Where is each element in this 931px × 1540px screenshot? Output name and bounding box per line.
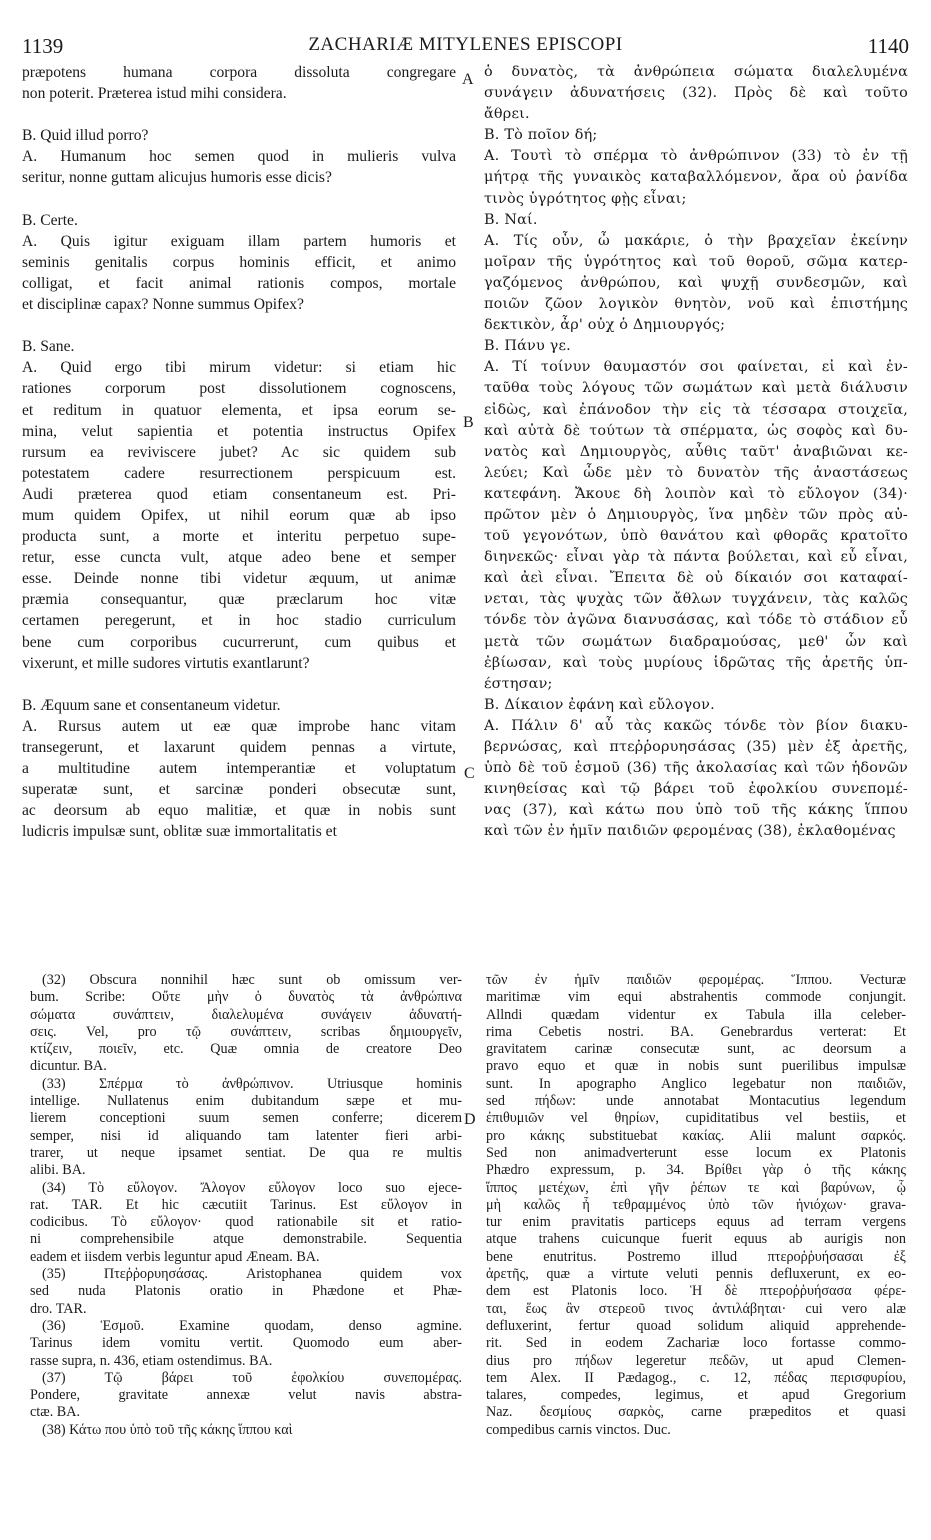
footnote-line: Tarinus idem vomitu vertit. Quomodo eum aber-	[30, 1335, 462, 1352]
text-line: καὶ αὐτὰ δὲ τούτων τὰ σπέρματα, ὡς σοφὸς καὶ δυ-	[484, 422, 908, 439]
footnote-line: ctæ. BA.	[30, 1404, 81, 1421]
text-line: B. Δίκαιον ἐφάνη καὶ εὔλογον.	[484, 696, 715, 713]
text-line: διηνεκῶς· εἶναι γὰρ τὰ πάντα βούλεται, καὶ εὖ εἶναι,	[484, 549, 908, 566]
running-title: ZACHARIÆ MITYLENES EPISCOPI	[308, 34, 623, 55]
text-line: γαζόμενος ἀνθρώπου, καὶ ψυχῇ συνδεσμῶν, καὶ	[484, 274, 908, 291]
text-line: ταῦθα τοὺς λόγους τῶν σωμάτων καὶ μετὰ διάλυσιν	[484, 380, 908, 397]
text-line: καὶ ἀεὶ εἶναι. Ἔπειτα δὲ οὐ δίκαιόν σοι καταφαί-	[484, 570, 908, 587]
text-line: superatæ sunt, et sarcinæ ponderi obsecutæ sunt,	[22, 781, 456, 799]
footnote-line: dem est Platonis loco. Ἡ δὲ πτεροῤῥυήσασα φέρε-	[486, 1283, 906, 1300]
text-line: seminis genitalis corpus hominis efficit, et animo	[22, 253, 456, 271]
text-line: ἄθρει.	[484, 106, 530, 123]
text-line: ac deorsum ab equo malitiæ, et quæ in nobis sunt	[22, 802, 456, 820]
text-line: βερνώσας, καὶ πτεῤῥορυησάσας (35) μὲν ἐξ ἀρετῆς,	[484, 739, 908, 755]
margin-mark-b: B	[463, 414, 474, 431]
text-line: ποιῶν ζῶον λογικὸν θνητὸν, νοῦ καὶ ἐπιστήμης	[484, 296, 908, 313]
greek-text-column	[484, 62, 908, 842]
footnote-line: Allndi quædam videntur ex Tabula illa celeber-	[486, 1006, 906, 1023]
footnote-line: pro κάκης substituebat κακίας. Alii malunt σαρκός.	[486, 1127, 906, 1144]
text-line: καὶ τῶν ἐν ἡμῖν παιδιῶν φερομένας (38), ἐκλαθομένας	[484, 823, 896, 840]
footnote-line: gravitatem carinæ consecutæ sunt, ac deorsum a	[486, 1041, 906, 1058]
footnote-line: defluxerint, fertur quoad solidum aliquid apprehende-	[486, 1317, 906, 1334]
footnote-line: dius pro πήδων legeretur πεδῶν, ut apud Clemen-	[486, 1352, 906, 1369]
footnote-line: alibi. BA.	[30, 1162, 86, 1179]
footnote-line: sed nuda Platonis oratio in Phædone et Phæ-	[30, 1283, 462, 1300]
footnotes-right-column	[486, 972, 906, 1439]
text-line: B. Ναί.	[484, 211, 538, 228]
text-line: A. Τουτὶ τὸ σπέρμα τὸ ἀνθρώπινον (33) τὸ ἐν τῇ	[484, 148, 908, 165]
text-line: μετὰ τῶν σωμάτων διαδραμούσας, μεθ' ὧν καὶ	[484, 633, 908, 650]
margin-mark-c: C	[464, 765, 475, 782]
text-line: vixerunt, et mille sudores virtutis exantlarunt?	[22, 654, 310, 672]
footnote-line: (35) Πτεῤῥορυησάσας. Aristophanea quidem vox	[42, 1266, 462, 1283]
text-line: potestatem cadere resurrectionem perspicuum est.	[22, 464, 456, 482]
footnote-line: rat. TAR. Et hic cæcutiit Tarinus. Est εὔλογον in	[30, 1196, 462, 1213]
text-line	[22, 674, 456, 695]
footnote-line: dicuntur. BA.	[30, 1058, 107, 1075]
footnote-line: (33) Σπέρμα τὸ ἀνθρώπινον. Utriusque hominis	[42, 1075, 462, 1092]
footnote-line: (38) Κάτω που ὑπὸ τοῦ τῆς κάκης ἵππου καὶ	[42, 1421, 293, 1438]
text-line: rursum ea reviviscere jubet? Ac sic quidem sub	[22, 443, 456, 461]
text-line: A. Quid ergo tibi mirum videtur: si etiam hic	[22, 359, 456, 377]
footnote-line: (34) Τὸ εὔλογον. Ἄλογον εὔλογον loco suo ejece-	[42, 1179, 462, 1196]
footnote-line: codicibus. Τὸ εὔλογον· quod rationabile sit et ratio-	[30, 1214, 462, 1231]
margin-mark-a: A	[462, 71, 474, 88]
text-line: μήτρᾳ τῆς γυναικὸς καταβαλλόμενον, ἄρα οὐ ῥανίδα	[484, 169, 908, 186]
margin-mark-d: D	[464, 1111, 476, 1128]
text-line: transegerunt, et laxarunt quidem pennas a virtute,	[22, 739, 456, 756]
text-line: ὑπὸ δὲ τοῦ ἑσμοῦ (36) τῆς ἀκολασίας καὶ τῶν ἡδονῶν	[484, 760, 908, 777]
text-line: ἐβίωσαν, καὶ τοὺς μυρίους ἱδρῶτας τῆς ἀρετῆς ὑπ-	[484, 654, 908, 671]
text-line: πρῶτον μὲν ὁ Δημιουργὸς, ἵνα μηδὲν τῶν πρὸς αὐ-	[484, 506, 908, 523]
text-line: έστησαν;	[484, 675, 553, 692]
text-line: esse. Deinde nonne tibi videtur æquum, ut animæ	[22, 570, 456, 588]
footnote-line: talares, compedes, legimus, et apud Gregorium	[486, 1387, 906, 1404]
text-line: certamen peregerunt, et in hoc stadio curriculum	[22, 612, 456, 630]
footnote-line: σώματα συνάπτειν, διαλελυμένα συνάγειν ἀδυνατή-	[30, 1006, 462, 1023]
text-line: A. Πάλιν δ' αὖ τὰς κακῶς τόνδε τὸν βίον διακυ-	[484, 717, 908, 734]
footnotes-left-column	[30, 972, 462, 1439]
text-line: κινηθείσας καὶ τῷ βάρει τοῦ ἐφολκίου συνεπομέ-	[484, 781, 908, 798]
footnote-line: rit. Sed in eodem Zachariæ loco fortasse commo-	[486, 1335, 906, 1352]
text-line: a multitudine autem intemperantiæ et voluptatum	[22, 760, 456, 778]
footnote-line: dro. TAR.	[30, 1300, 87, 1317]
text-line: ὁ δυνατὸς, τὰ ἀνθρώπεια σώματα διαλελυμένα	[484, 64, 908, 80]
text-line	[22, 189, 456, 210]
text-line: A. Rursus autem ut eæ quæ improbe hanc vitam	[22, 717, 456, 735]
text-line: B. Πάνυ γε.	[484, 338, 571, 355]
text-line	[22, 315, 456, 336]
footnote-line: bum. Scribe: Οὔτε μὴν ὁ δυνατὸς τὰ ἀνθρώπινα	[30, 989, 462, 1006]
footnote-line: σεις. Vel, pro τῷ συνάπτειν, scribas δημιουργεῖν,	[30, 1023, 462, 1040]
footnote-line: (37) Τῷ βάρει τοῦ ἐφολκίου συνεπομέρας.	[42, 1369, 462, 1386]
footnote-line: tur enim pravitatis particeps equus ad terram vergens	[486, 1214, 906, 1231]
text-line: ludicris impulsæ sunt, oblitæ suæ immortalitatis et	[22, 823, 337, 841]
text-line: mum quidem Opifex, ut nihil eorum quæ ab ipso	[22, 506, 456, 524]
footnote-line: Phædro expressum, p. 34. Βρίθει γὰρ ὁ τῆς κάκης	[486, 1162, 906, 1179]
footnote-line: Sed non animadverterunt esse locum ex Platonis	[486, 1144, 906, 1161]
footnote-line: rasse supra, n. 436, etiam ostendimus. BA.	[30, 1352, 273, 1369]
footnote-line: (36) Ἑσμοῦ. Examine quodam, denso agmine.	[42, 1317, 462, 1334]
footnote-line: sed πήδων: unde annotabat Montacutius legendum	[486, 1093, 906, 1110]
text-line: λεύει; Καὶ ὧδε μὲν τὸ δυνατὸν τῆς ἀναστάσεως	[484, 464, 908, 481]
text-line: A. Quis igitur exiguam illam partem humoris et	[22, 232, 456, 250]
footnote-line: atque trahens cuicunque fuerit equus ab aurigis non	[486, 1231, 906, 1248]
text-line: bene cum corporibus cucurrerunt, cum quibus et	[22, 633, 456, 651]
text-line: et reditum in quatuor elementa, et ipsa eorum se-	[22, 401, 456, 419]
text-line	[22, 104, 456, 125]
text-line: τοῦ γεγονότων, ὑπὸ θανάτου καὶ φθορᾶς κρατοῖτο	[484, 528, 908, 545]
footnote-line: lierem conceptioni suum semen conferre; dicerem	[30, 1110, 462, 1127]
footnote-line: trarer, ut neque ipsamet sentiat. De qua re multis	[30, 1144, 462, 1161]
footnote-line: ται, ἕως ἂν στερεοῦ τινος ἀντιλάβηται· cui vero alæ	[486, 1300, 906, 1317]
footnote-line: Naz. δεσμίους σαρκὸς, carne præpeditos et quasi	[486, 1404, 906, 1421]
text-line: τόνδε τὸν ἀγῶνα διανυσάσας, καὶ τόδε τὸ στάδιον εὖ	[484, 612, 908, 629]
text-line: Audi præterea quod etiam consentaneum est. Pri-	[22, 485, 456, 503]
text-line: νεται, τὰς ψυχὰς τῶν ἄθλων τυγχάνειν, τὰς καλῶς	[484, 591, 908, 608]
text-line: colligat, et facit animal rationis compos, mortale	[22, 274, 456, 292]
text-line: A. Τίς οὖν, ὦ μακάριε, ὁ τὴν βραχεῖαν ἐκείνην	[484, 232, 908, 249]
text-line: præpotens humana corpora dissoluta congregare	[22, 64, 456, 81]
footnote-line: ἀρετῆς, quæ a virtute veluti pennis defluxerunt, ex eo-	[486, 1266, 906, 1283]
footnote-line: τῶν ἐν ἡμῖν παιδιῶν φερομέρας. Ἵππου. Vecturæ	[486, 972, 906, 988]
text-line: producta sunt, a morte et interitu perpetuo supe-	[22, 528, 456, 546]
footnote-line: pravo equo et quæ in nobis sunt puerilibus impulsæ	[486, 1058, 906, 1075]
text-line: et disciplinæ capax? Nonne summus Opifex?	[22, 296, 304, 314]
text-line: τινὸς ὑγρότητος φῂς εἶναι;	[484, 190, 687, 207]
text-line: non poterit. Præterea istud mihi considera.	[22, 85, 287, 103]
footnote-line: eadem et iisdem verbis leguntur apud Æneam. BA.	[30, 1248, 320, 1265]
footnote-line: (32) Obscura nonnihil hæc sunt ob omissum ver-	[42, 972, 462, 988]
footnote-line: rima Cebetis nostri. BA. Genebrardus verterat: Et	[486, 1023, 906, 1040]
page-number-right: 1140	[867, 34, 909, 58]
footnote-line: μὴ καλῶς ἦ τεθραμμένος ὑπὸ τῶν ἡνιόχων· grava-	[486, 1196, 906, 1213]
footnote-line: ἵππος μετέχων, ἐπὶ γῆν ῥέπων τε καὶ βαρύνων, ᾧ	[486, 1179, 906, 1196]
footnote-line: ni comprehensibile atque demonstrabile. Sequentia	[30, 1231, 462, 1248]
text-line: rationes corporum post dissolutionem cognoscens,	[22, 380, 456, 398]
footnote-line: compedibus carnis vinctos. Duc.	[486, 1421, 671, 1438]
text-line: μοῖραν τῆς ὑγρότητος καὶ τοῦ θοροῦ, σῶμα κατερ-	[484, 253, 908, 270]
footnote-line: sunt. In apographo Anglico legebatur non παιδιῶν,	[486, 1075, 906, 1092]
text-line: seritur, nonne guttam alicujus humoris esse dicis?	[22, 169, 332, 187]
text-line: εἰδὼς, καὶ ἐπάνοδον τὴν εἰς τὰ τέσσαρα στοιχεῖα,	[484, 401, 908, 418]
footnote-line: ἐπιθυμιῶν vel θηρίων, cupiditatibus vel bestiis, et	[486, 1110, 906, 1127]
text-line: A. Humanum hoc semen quod in mulieris vulva	[22, 148, 456, 166]
text-line: δεκτικὸν, ἆρ' οὐχ ὁ Δημιουργός;	[484, 317, 726, 334]
text-line: B. Certe.	[22, 211, 78, 229]
text-line: νατὸς καὶ Δημιουργὸς, αὖθις ταῦτ' ἀναβιῶναι κε-	[484, 443, 908, 460]
text-line: B. Quid illud porro?	[22, 127, 149, 145]
text-line: mina, velut sapientia et potentia instructus Opifex	[22, 422, 456, 440]
footnote-line: bene enutritus. Postremo illud πτεροῤῥυήσασαι ἐξ	[486, 1248, 906, 1265]
running-header	[22, 34, 909, 60]
footnote-line: tem Alex. II Pædagog., c. 12, πέδας περισφυρίου,	[486, 1369, 906, 1386]
text-line: A. Τί τοίνυν θαυμαστόν σοι φαίνεται, εἰ καὶ ἐν-	[484, 359, 908, 376]
text-line: κατεφάνη. Ἄκουε δὴ λοιπὸν καὶ τὸ εὔλογον (34)·	[484, 485, 908, 502]
text-line: B. Τὸ ποῖον δή;	[484, 127, 598, 144]
text-line: συνάγειν ἀδυνατήσεις (32). Πρὸς δὲ καὶ τοῦτο	[484, 85, 908, 102]
text-line: retur, esse cuncta vult, atque adeo bene et semper	[22, 549, 456, 567]
text-line: νας (37), καὶ κάτω που ὑπὸ τοῦ τῆς κάκης ἵππου	[484, 802, 908, 819]
footnote-line: intellige. Nullatenus enim dubitandum sæpe et mu-	[30, 1093, 462, 1110]
footnote-line: semper, nisi id aliquando tam latenter fieri arbi-	[30, 1127, 462, 1144]
text-line: B. Æquum sane et consentaneum videtur.	[22, 696, 281, 714]
footnote-line: κτίζειν, ποιεῖν, etc. Quæ omnia de creatore Deo	[30, 1041, 462, 1058]
footnote-line: maritimæ vim equi abstrahentis commode conjungit.	[486, 989, 906, 1006]
text-line: B. Sane.	[22, 338, 75, 356]
page-number-left: 1139	[22, 34, 64, 58]
text-line: præmia consequantur, quæ præclarum hoc vitæ	[22, 591, 456, 609]
latin-text-column	[22, 62, 456, 842]
footnote-line: Pondere, gravitate annexæ velut navis abstra-	[30, 1387, 462, 1404]
